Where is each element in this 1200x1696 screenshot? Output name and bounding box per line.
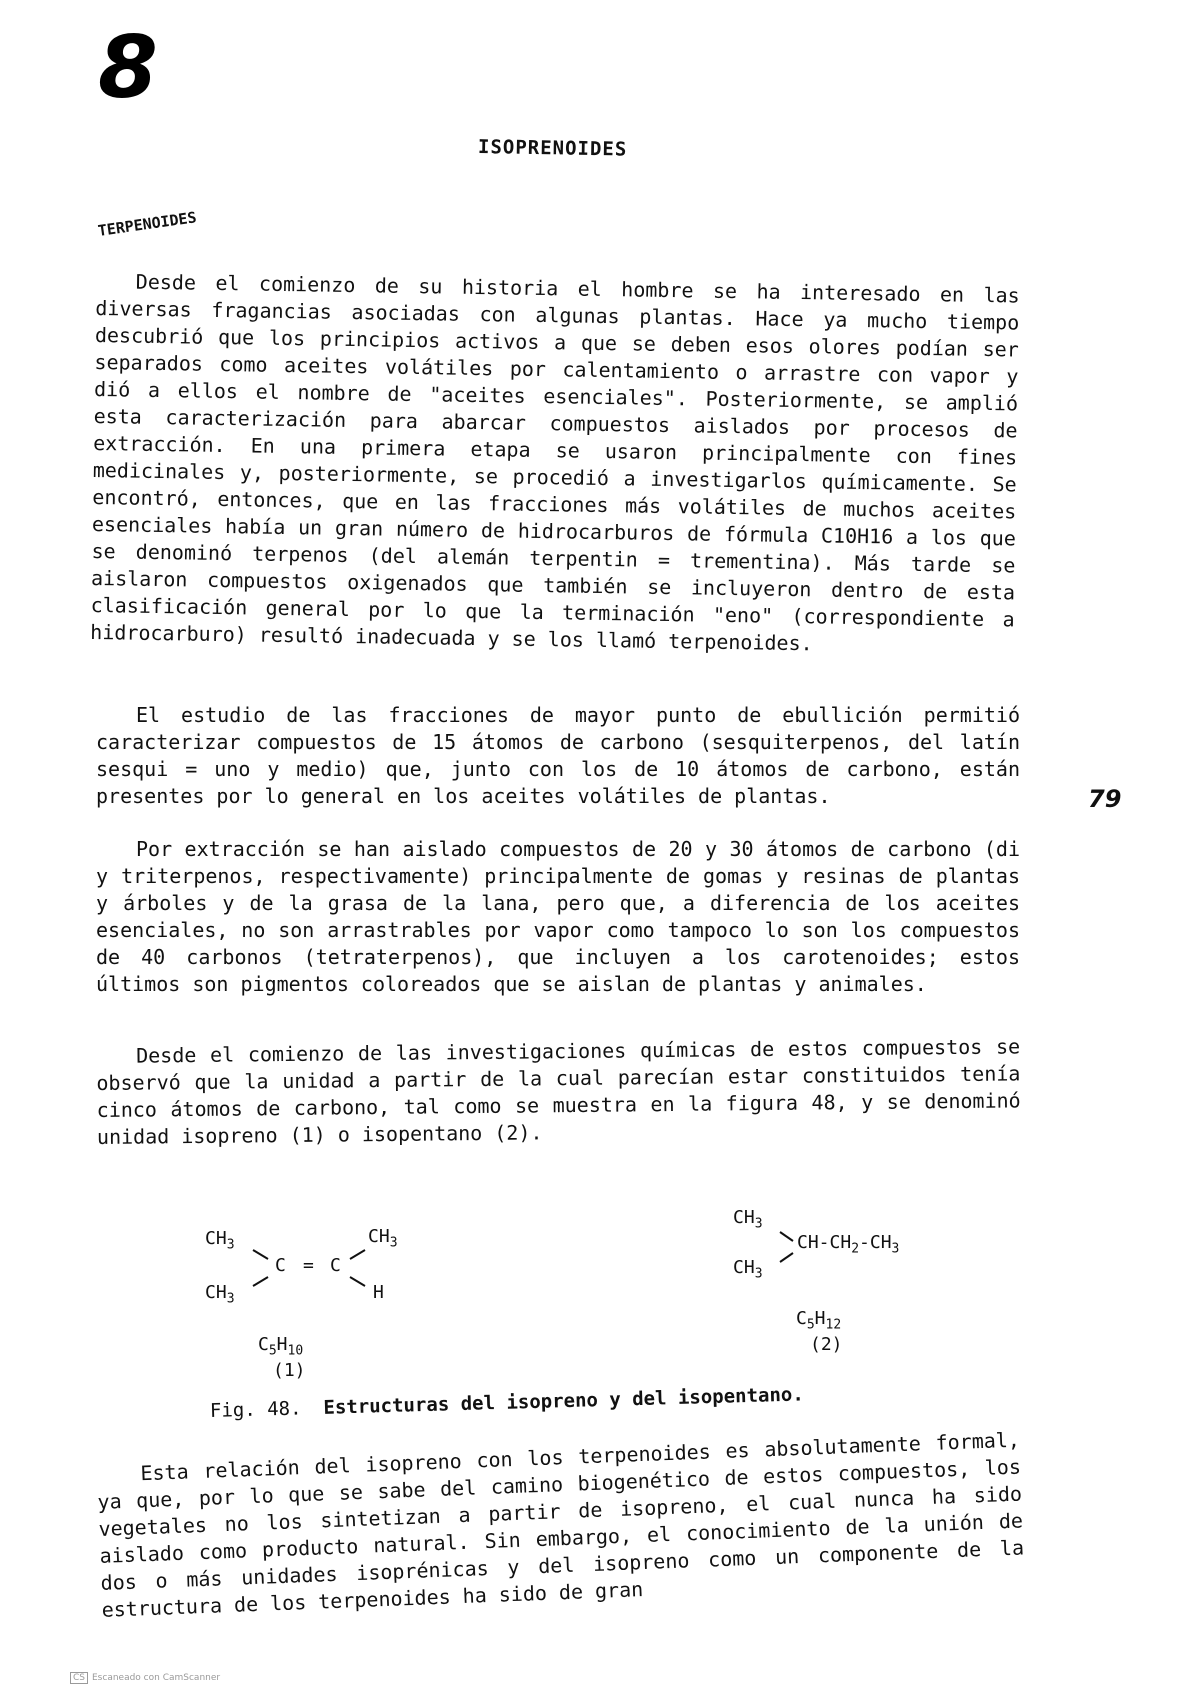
page-number: 79 — [1088, 785, 1122, 813]
isoprene-hydrogen: H — [373, 1282, 384, 1303]
figure-caption-text: Estructuras del isopreno y del isopentano. — [323, 1383, 805, 1419]
watermark-text: Escaneado con CamScanner — [92, 1673, 221, 1683]
section-title: TERPENOIDES — [96, 208, 198, 240]
bond-line — [780, 1253, 793, 1262]
paragraph-2: El estudio de las fracciones de mayor punto de ebullición permitió caracterizar compuestos de 15 átomos de carbono (sesquiterpenos, del latín sesqui = uno y medio) que, junto con los de 10 átomos de carbono, están presentes por lo general en los aceites volátiles de plantas. — [96, 703, 1020, 808]
isopentane-ch3-top: $CH_3$ — [733, 1207, 763, 1232]
isoprene-carbon-right: C — [330, 1255, 341, 1276]
paragraph-1: Desde el comienzo de su historia el hombre se ha interesado en las diversas fragancias asociadas con algunas plantas. Hace ya mucho tiempo descubrió que los principios activos a que se deben esos olores podían ser separados como aceites volátiles por calentamiento o arrastre con vapor y dió a ellos el nombre de "aceites esenciales". Posteriormente, se amplió esta caracterización para abarcar compuestos aislados por procesos de extracción. En una primera etapa se usaron principalmente con fines medicinales y, posteriormente, se procedió a investigarlos químicamente. Se encontró, entonces, que en las fracciones más volátiles de muchos aceites esenciales había un gran número de hidrocarburos de fórmula C10H16 a los que se denominó terpenos (del alemán terpentin = trementina). Más tarde se aislaron compuestos oxigenados que también se incluyeron dentro de esta clasificación general por lo que la terminación "eno" (correspondiente a hidrocarburo) resultó inadecuada y se los llamó terpenoides. — [90, 269, 1020, 656]
isoprene-carbon-left: C — [275, 1255, 286, 1276]
scanner-watermark — [70, 1672, 220, 1684]
bond-line — [253, 1277, 268, 1286]
isopentane-ch3-bottom: $CH_3$ — [733, 1257, 763, 1282]
paragraph-3: Por extracción se han aislado compuestos de 20 y 30 átomos de carbono (di y triterpenos, respectivamente) principalmente de gomas y resinas de plantas y árboles y de la grasa de la lana, pero que, a diferencia de los aceites esenciales, no son arrastrables por vapor como tampoco lo son los compuestos de 40 carbonos (tetraterpenos), que incluyen a los carotenoides; estos últimos son pigmentos coloreados que se aislan de plantas y animales. — [96, 837, 1020, 996]
isopentane-label: (2) — [810, 1334, 843, 1355]
isopentane-chain: $CH-CH_2-CH_3$ — [797, 1232, 900, 1257]
bond-line — [350, 1250, 365, 1259]
isoprene-ch3-bottom-left: $CH_3$ — [205, 1282, 235, 1307]
paragraph-5: Esta relación del isopreno con los terpenoides es absolutamente formal, ya que, por lo que se sabe del camino biogenético de estos compuestos, los vegetales no los sintetizan a partir de isopreno, el cual nunca ha sido aislado como producto natural. Sin embargo, el conocimiento de la unión de dos o más unidades isoprénicas y del isopreno como un componente de la estructura de los terpenoides ha sido de gran — [97, 1427, 1025, 1622]
chapter-title: ISOPRENOIDES — [477, 136, 628, 161]
chapter-number: 8 — [98, 18, 158, 118]
bond-line — [350, 1277, 365, 1286]
isoprene-ch3-top-left: $CH_3$ — [205, 1228, 235, 1253]
isoprene-formula: $C_5H_{10}$ — [258, 1334, 304, 1359]
isoprene-ch3-top-right: $CH_3$ — [368, 1226, 398, 1251]
isoprene-label: (1) — [273, 1360, 306, 1381]
figure-caption-label: Fig. 48. — [209, 1397, 302, 1422]
isoprene-double-bond: = — [303, 1255, 314, 1276]
isopentane-formula: $C_5H_{12}$ — [796, 1308, 842, 1333]
paragraph-4: Desde el comienzo de las investigaciones químicas de estos compuestos se observó que la unidad a partir de la cual parecían estar constituidos tenía cinco átomos de carbono, tal como se muestra en la figura 48, y se denominó unidad isopreno (1) o isopentano (2). — [96, 1034, 1021, 1149]
bond-line — [780, 1232, 793, 1241]
watermark-badge: CS — [70, 1672, 88, 1684]
bond-line — [253, 1250, 268, 1259]
